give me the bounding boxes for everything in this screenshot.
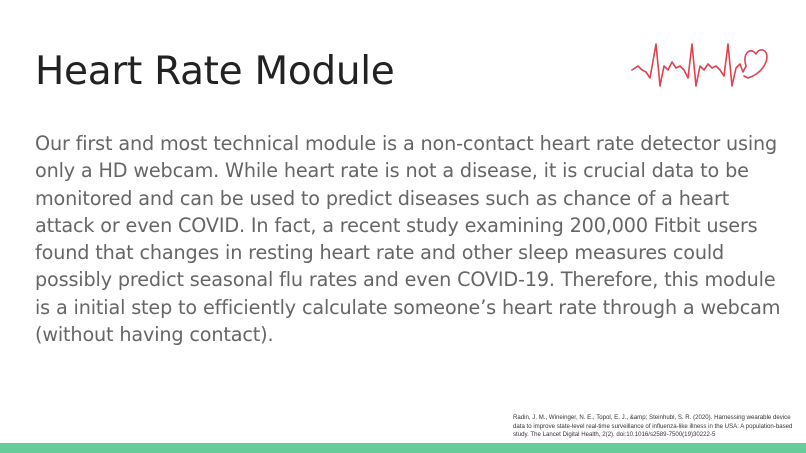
- slide-title: Heart Rate Module: [35, 49, 395, 94]
- heartbeat-ecg-heart-icon: [630, 42, 770, 90]
- body-paragraph: Our first and most technical module is a non-contact heart rate detector using only a HD webcam. While heart rate is not a disease, it is crucial data to be monitored and can be used to predict diseases such as chance of a heart attack or even COVID. In fact, a recent study examining 200,000 Fitbit users found that changes in resting heart rate and other sleep measures could possibly predict seasonal flu rates and even COVID-19. Therefore, this module is a initial step to efficiently calculate someone’s heart rate through a webcam (without having contact).: [35, 132, 781, 347]
- citation-reference: Radin, J. M., Wineinger, N. E., Topol, E. J., &amp; Steinhubl, S. R. (2020). Harnessing wearable device data to improve state-level real-time surveillance of influenza-like illness in the USA: A population-based study. The Lancet Digital Health, 2(2). doi:10.1016/s2589-7500(19)30222-5: [513, 414, 793, 439]
- footer-accent-bar: [0, 443, 806, 453]
